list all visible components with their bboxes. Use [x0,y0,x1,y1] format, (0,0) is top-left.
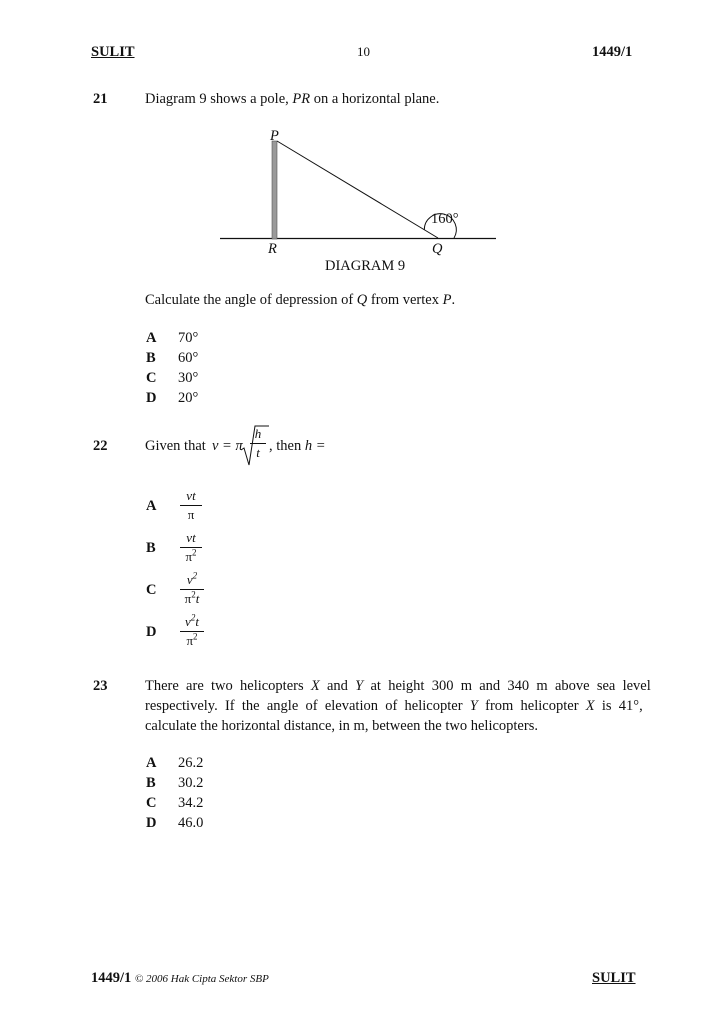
header-sulit: SULIT [91,44,135,60]
q23-option-letter: A [146,755,157,771]
q21-option-value: 30° [178,370,199,386]
footer-left: 1449/1 © 2006 Hak Cipta Sektor SBP [91,970,269,986]
label-r: R [268,241,277,257]
q22-option-fraction: vt $\pi^2$ [180,531,202,564]
q21-text: Diagram 9 shows a pole, PR on a horizontal plane. [145,91,440,107]
diagram-caption: DIAGRAM 9 [325,258,406,274]
q21-option-letter: A [146,330,157,346]
q21-question: Calculate the angle of depression of Q from vertex P. [145,292,456,308]
q23-option-value: 26.2 [178,755,204,771]
footer-sulit: SULIT [592,970,636,986]
angle-160: 160° [431,211,459,227]
q22-option-fraction: vt π [180,489,202,522]
q22-v-equation: v = π [212,438,243,454]
q23-option-value: 30.2 [178,775,204,791]
q22-option-letter: D [146,624,157,640]
q22-option-letter: A [146,498,157,514]
q23-line-1: There are two helicopters X and Y at height 300 m and 340 m above sea level [145,678,651,694]
q23-option-letter: B [146,775,156,791]
q22-then: , then h = [269,438,326,454]
q23-option-value: 46.0 [178,815,204,831]
q21-option-value: 70° [178,330,199,346]
q22-option-fraction: $v^2$ $\pi^2t$ [180,573,204,606]
q22-option-fraction: $v^2t$ $\pi^2$ [180,615,204,648]
label-q: Q [432,241,443,257]
q22-given: Given that [145,438,206,454]
q23-line-3: calculate the horizontal distance, in m, between the two helicopters. [145,718,538,734]
q22-sqrt-fraction: h t [250,427,266,460]
q23-option-value: 34.2 [178,795,204,811]
q22-number: 22 [93,438,108,454]
q22-option-letter: B [146,540,156,556]
page-number: 10 [357,44,370,59]
q23-option-letter: C [146,795,157,811]
q23-line-2: respectively. If the angle of elevation of helicopter Y from helicopter X is 41°, [145,698,643,714]
q22-option-letter: C [146,582,157,598]
q21-number: 21 [93,91,108,107]
q23-number: 23 [93,678,108,694]
diagram-9 [0,0,728,300]
line-pq [277,141,438,238]
pole-pr [272,141,277,239]
q21-option-value: 60° [178,350,199,366]
q21-option-value: 20° [178,390,199,406]
q23-option-letter: D [146,815,157,831]
header-code: 1449/1 [592,44,633,60]
label-p: P [270,128,279,144]
q21-option-letter: D [146,390,157,406]
q21-option-letter: C [146,370,157,386]
q21-option-letter: B [146,350,156,366]
